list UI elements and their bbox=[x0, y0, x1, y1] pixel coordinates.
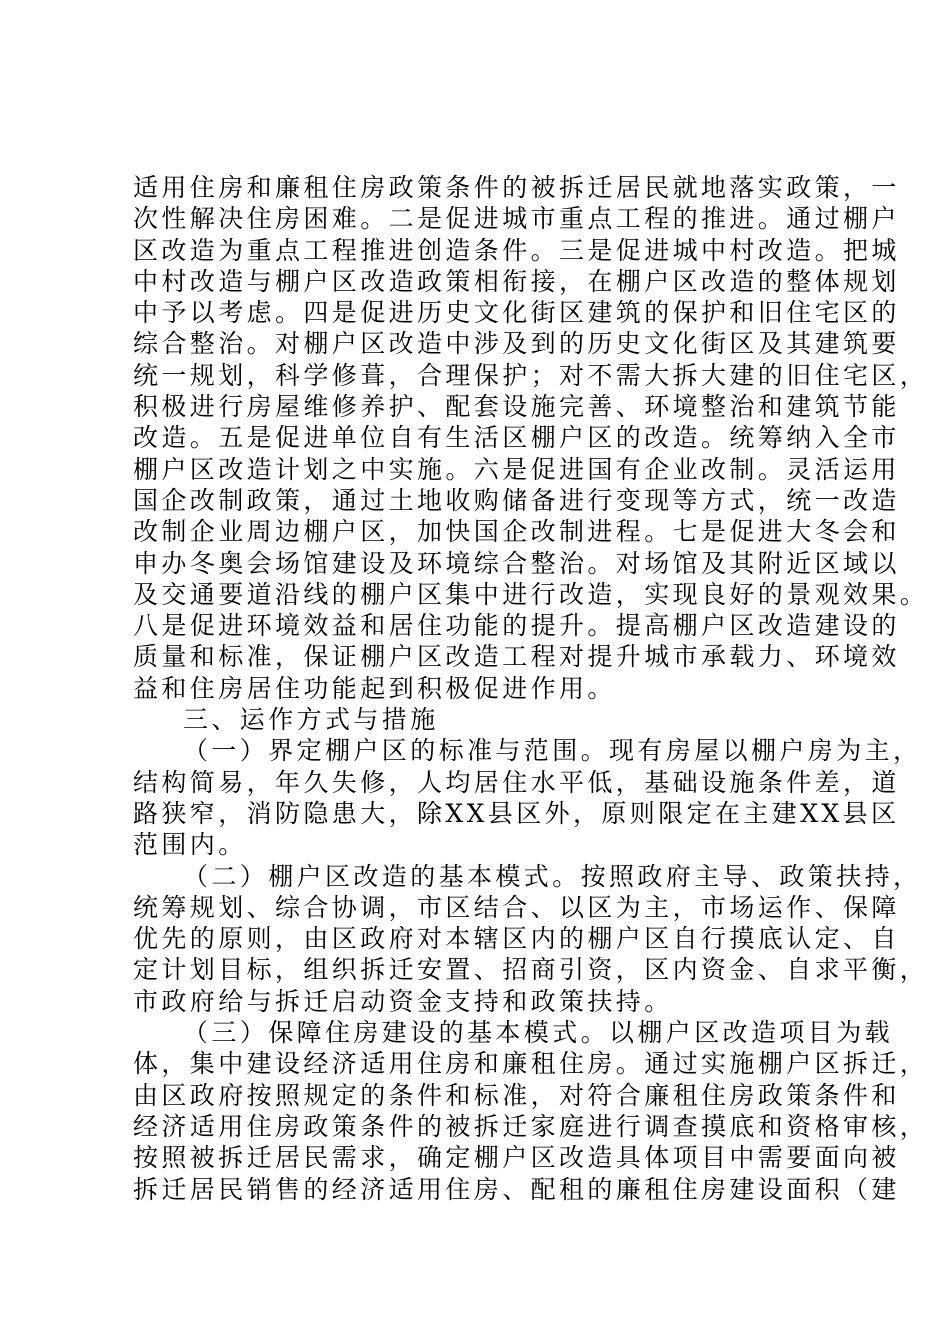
text-line: 按照被拆迁居民需求，确定棚户区改造具体项目中需要面向被 bbox=[133, 1143, 900, 1173]
text-line: （一）界定棚户区的标准与范围。现有房屋以棚户房为主， bbox=[183, 736, 922, 766]
text-line: 范围内。 bbox=[133, 830, 247, 860]
text-line: 棚户区改造计划之中实施。六是促进国有企业改制。灵活运用 bbox=[133, 454, 900, 484]
text-line: 益和住房居住功能起到积极促进作用。 bbox=[133, 673, 616, 703]
text-line: （二）棚户区改造的基本模式。按照政府主导、政策扶持， bbox=[183, 861, 922, 891]
text-line: 经济适用住房政策条件的被拆迁家庭进行调查摸底和资格审核， bbox=[133, 1111, 929, 1141]
text-line: 路狭窄，消防隐患大，除XX县区外，原则限定在主建XX县区 bbox=[133, 798, 900, 828]
text-line: 综合整治。对棚户区改造中涉及到的历史文化街区及其建筑要 bbox=[133, 329, 900, 359]
text-line: 国企改制政策，通过土地收购储备进行变现等方式，统一改造 bbox=[133, 485, 900, 515]
text-line: 优先的原则，由区政府对本辖区内的棚户区自行摸底认定、自 bbox=[133, 924, 900, 954]
document-body bbox=[133, 172, 929, 1205]
text-line: （三）保障住房建设的基本模式。以棚户区改造项目为载 bbox=[183, 1018, 894, 1048]
text-line: 申办冬奥会场馆建设及环境综合整治。对场馆及其附近区域以 bbox=[133, 548, 900, 578]
text-line: 改制企业周边棚户区，加快国企改制进程。七是促进大冬会和 bbox=[133, 517, 900, 547]
text-line: 统筹规划、综合协调，市区结合、以区为主，市场运作、保障 bbox=[133, 892, 900, 922]
text-line: 次性解决住房困难。二是促进城市重点工程的推进。通过棚户 bbox=[133, 204, 900, 234]
text-line: 定计划目标，组织拆迁安置、招商引资，区内资金、自求平衡， bbox=[133, 955, 929, 985]
text-line: 及交通要道沿线的棚户区集中进行改造，实现良好的景观效果。 bbox=[133, 579, 929, 609]
text-line: 体，集中建设经济适用住房和廉租住房。通过实施棚户区拆迁， bbox=[133, 1049, 929, 1079]
text-line: 质量和标准，保证棚户区改造工程对提升城市承载力、环境效 bbox=[133, 642, 900, 672]
text-line: 适用住房和廉租住房政策条件的被拆迁居民就地落实政策，一 bbox=[133, 173, 900, 202]
text-line: 改造。五是促进单位自有生活区棚户区的改造。统筹纳入全市 bbox=[133, 423, 900, 453]
text-line: 积极进行房屋维修养护、配套设施完善、环境整治和建筑节能 bbox=[133, 392, 900, 422]
text-line: 由区政府按照规定的条件和标准，对符合廉租住房政策条件和 bbox=[133, 1080, 900, 1110]
section-heading: 三、运作方式与措施 bbox=[183, 705, 439, 735]
text-line: 统一规划，科学修葺，合理保护；对不需大拆大建的旧住宅区， bbox=[133, 360, 929, 390]
text-line: 中予以考虑。四是促进历史文化街区建筑的保护和旧住宅区的 bbox=[133, 298, 900, 328]
text-line: 市政府给与拆迁启动资金支持和政策扶持。 bbox=[133, 986, 673, 1016]
text-line: 结构简易，年久失修，人均居住水平低，基础设施条件差，道 bbox=[133, 767, 900, 797]
text-line: 区改造为重点工程推进创造条件。三是促进城中村改造。把城 bbox=[133, 235, 900, 265]
text-line: 八是促进环境效益和居住功能的提升。提高棚户区改造建设的 bbox=[133, 611, 900, 641]
text-line: 拆迁居民销售的经济适用住房、配租的廉租住房建设面积（建 bbox=[133, 1174, 900, 1204]
text-line: 中村改造与棚户区改造政策相衔接，在棚户区改造的整体规划 bbox=[133, 266, 900, 296]
